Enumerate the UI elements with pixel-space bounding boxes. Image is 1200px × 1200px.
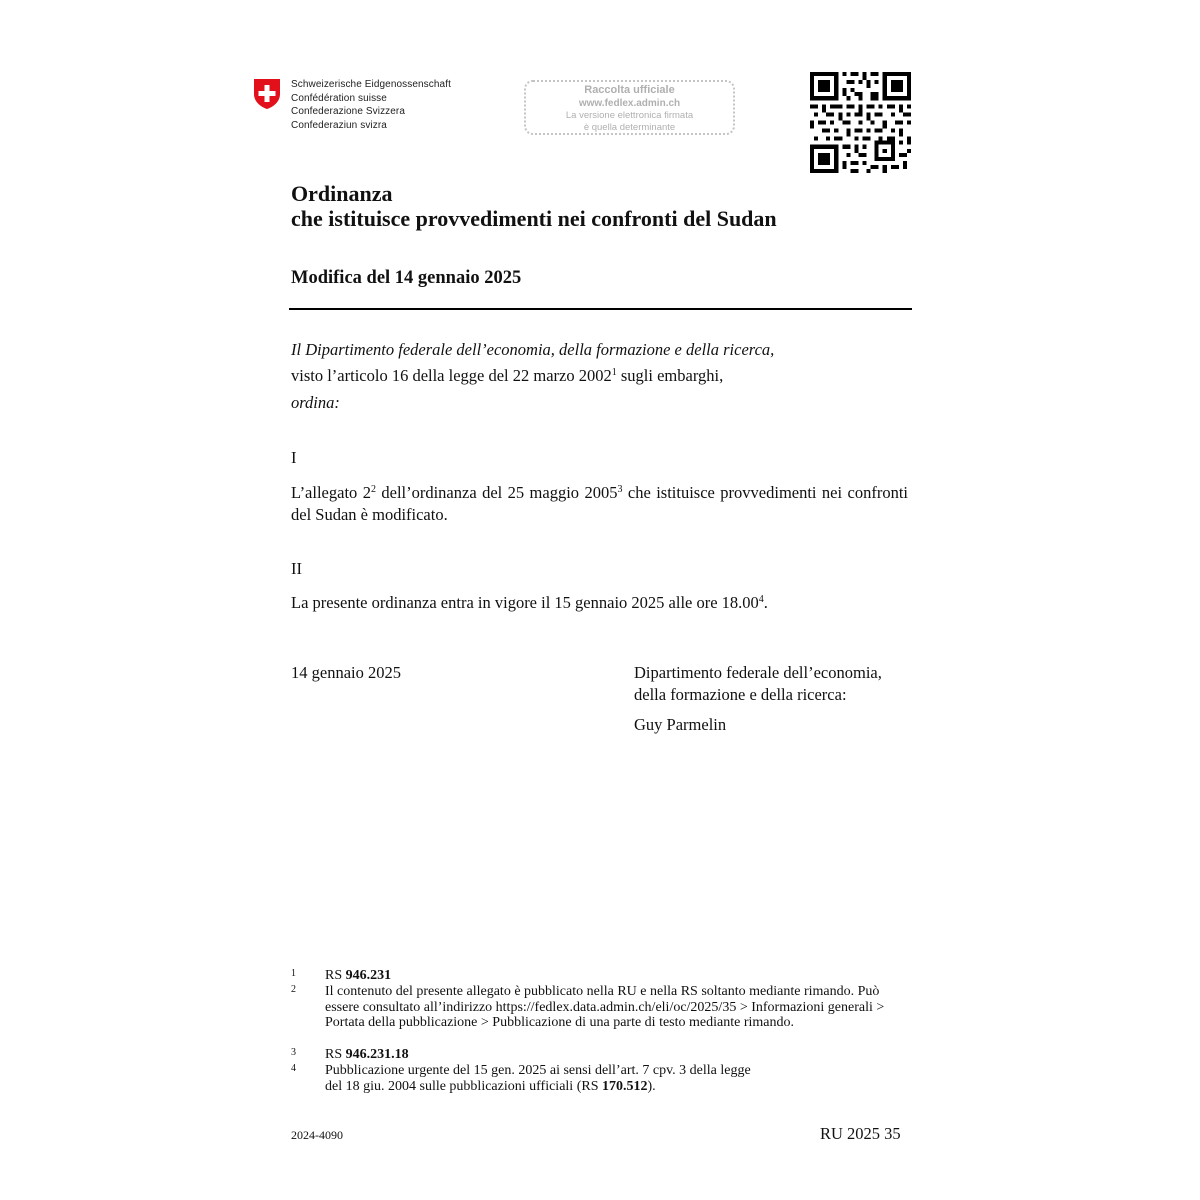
footnote-3-reference: 946.231.18 <box>345 1047 409 1062</box>
stamp-note-2: è quella determinante <box>583 122 676 133</box>
preamble-basis-tail: sugli embarghi, <box>616 366 724 385</box>
footnote-2-number: 2 <box>291 984 296 995</box>
footnote-1 <box>291 968 911 984</box>
footnote-1-prefix: RS <box>325 968 346 983</box>
document-title <box>291 181 777 231</box>
stamp-title: Raccolta ufficiale <box>584 84 675 96</box>
footnote-4-reference: 170.512 <box>601 1078 648 1094</box>
qr-code-icon <box>810 72 911 173</box>
signature-department <box>634 662 882 705</box>
official-collection-stamp <box>524 80 735 135</box>
footnote-ref-3[interactable]: 3 <box>617 484 623 495</box>
footnote-4-line-1: Pubblicazione urgente del 15 gen. 2025 ai sensi dell’art. 7 cpv. 3 della legge <box>325 1063 751 1078</box>
footnote-4 <box>291 1063 911 1094</box>
confederation-name-rm: Confederaziun svizra <box>291 119 387 131</box>
stamp-note-1: La versione elettronica firmata <box>565 110 694 121</box>
signature-department-line-2: della formazione e della ricerca: <box>634 684 847 704</box>
footnote-ref-4[interactable]: 4 <box>758 594 764 605</box>
section-2-text-a: La presente ordinanza entra in vigore il 15 gennaio 2025 alle ore 18.00 <box>291 593 759 612</box>
signature-date: 14 gennaio 2025 <box>291 663 401 682</box>
footnote-ref-1[interactable]: 1 <box>611 367 617 378</box>
footnote-ref-2[interactable]: 2 <box>370 484 376 495</box>
amendment-date: Modifica del 14 gennaio 2025 <box>291 268 522 288</box>
confederation-name-fr: Confédération suisse <box>291 92 387 104</box>
confederation-names <box>291 78 451 132</box>
preamble-basis-text: visto l’articolo 16 della legge del 22 marzo 2002 <box>291 366 612 385</box>
swiss-coat-of-arms-icon <box>253 78 281 110</box>
footnote-4-text-c: ). <box>647 1078 656 1094</box>
footnote-3-number: 3 <box>291 1047 296 1058</box>
preamble-basis <box>291 365 908 387</box>
footnote-3-prefix: RS <box>325 1047 346 1062</box>
document-number: 2024-4090 <box>291 1128 343 1142</box>
footnote-2 <box>291 984 911 1031</box>
section-1-text-c: che istituisce provvedimenti nei confronti del Sudan è modificato. <box>291 483 908 524</box>
footnote-3 <box>291 1047 911 1063</box>
title-divider <box>289 308 912 310</box>
section-1-text <box>291 482 908 525</box>
footnote-1-number: 1 <box>291 968 296 979</box>
footnote-1-reference: 946.231 <box>345 968 392 983</box>
section-1-text-b: dell’ordinanza del 25 maggio 2005 <box>375 483 618 502</box>
section-2-text-b: . <box>763 593 768 612</box>
section-2-text <box>291 592 908 614</box>
section-numeral-2: II <box>291 559 302 578</box>
stamp-url: www.fedlex.admin.ch <box>578 98 681 109</box>
confederation-name-it: Confederazione Svizzera <box>291 106 406 117</box>
footnote-4-number: 4 <box>291 1063 296 1074</box>
footnote-2-text: Il contenuto del presente allegato è pubblicato nella RU e nella RS soltanto mediante rimando. Può essere consultato all’indirizzo https://fedlex.data.admin.ch/eli/oc/2025/35 > Informazioni generali > Portata della pubblicazione > Pubblicazione di una parte di testo mediante rimando. <box>325 984 885 1031</box>
official-collection-reference: RU 2025 35 <box>820 1124 901 1143</box>
confederation-name-de: Schweizerische Eidgenossenschaft <box>291 79 451 90</box>
title-line-2: che istituisce provvedimenti nei confronti del Sudan <box>291 206 777 231</box>
section-1-text-a: L’allegato 2 <box>291 483 371 502</box>
preamble-authority: Il Dipartimento federale dell’economia, della formazione e della ricerca, <box>291 340 775 359</box>
preamble-decree: ordina: <box>291 393 340 412</box>
footnote-4-text-b: del 18 giu. 2004 sulle pubblicazioni ufficiali (RS <box>325 1078 602 1094</box>
title-line-1: Ordinanza <box>291 181 393 206</box>
section-numeral-1: I <box>291 448 297 467</box>
signatory-name: Guy Parmelin <box>634 715 727 734</box>
signature-department-line-1: Dipartimento federale dell’economia, <box>634 663 882 682</box>
footnote-4-line-2 <box>325 1079 911 1095</box>
